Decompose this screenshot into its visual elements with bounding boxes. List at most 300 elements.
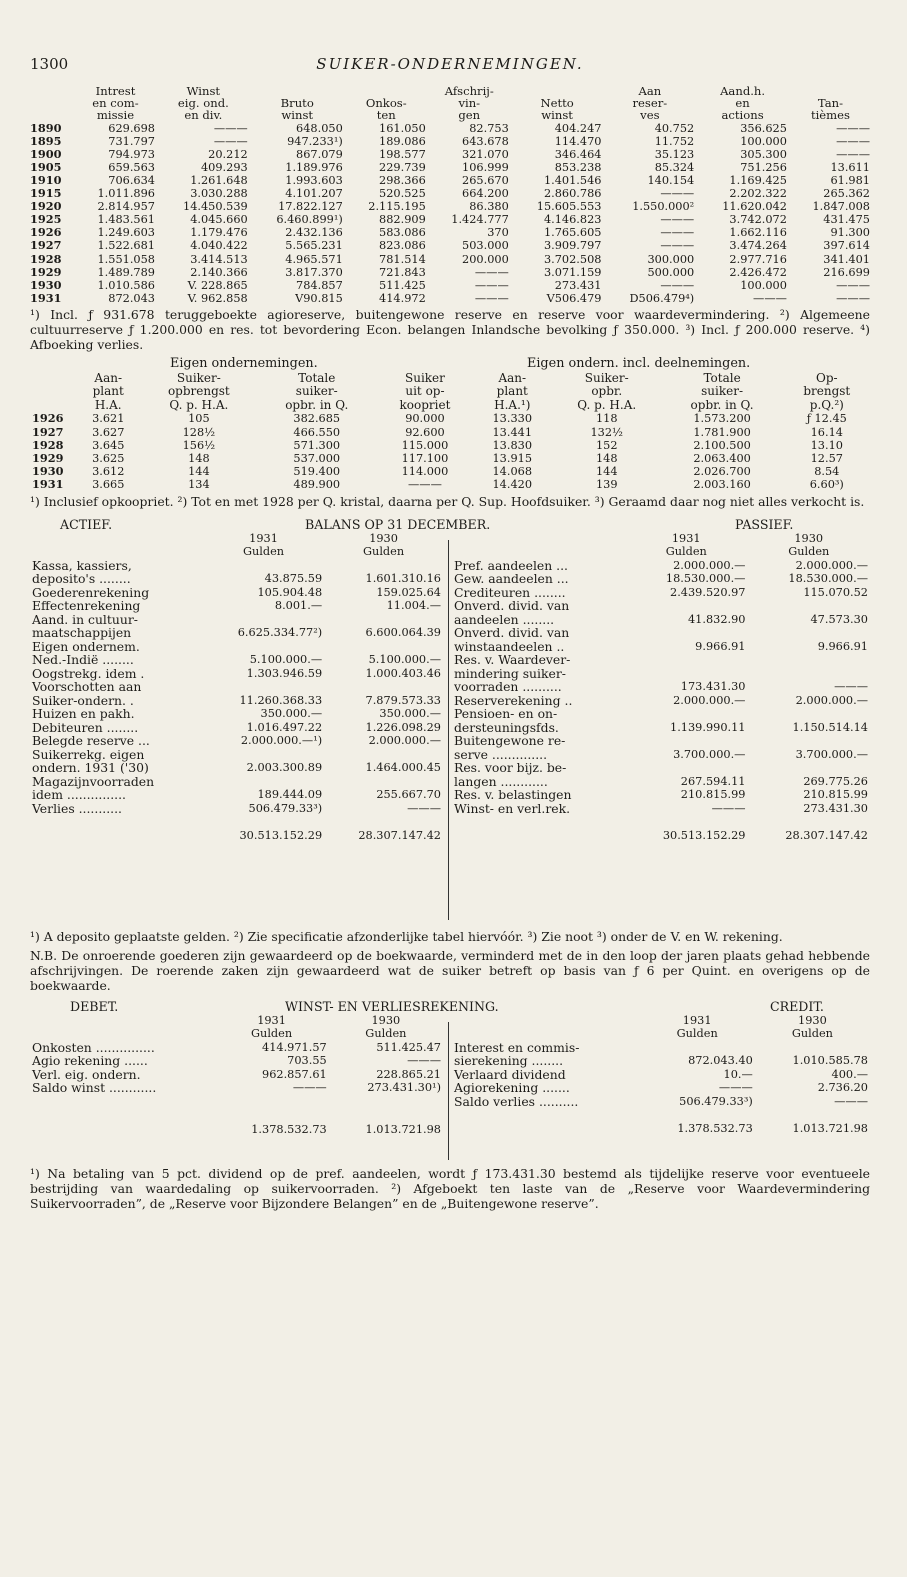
table-cell: 105 bbox=[188, 412, 210, 426]
table-cell: V. 962.858 bbox=[187, 291, 248, 305]
production-footnote: ¹) Inclusief opkoopriet. ²) Tot en met 1928 per Q. kristal, daarna per Q. Sup. Hoofdsuiker. ³) Geraamd daar nog niet alles verkocht is. bbox=[30, 493, 865, 509]
table-cell: 265.670 bbox=[462, 173, 509, 187]
credit-row bbox=[452, 1054, 870, 1068]
year-cell: 1915 bbox=[30, 186, 62, 201]
table-cell: V506.479 bbox=[546, 291, 602, 305]
table-cell: 3.621 bbox=[92, 412, 125, 426]
item-label: Verlaard dividend bbox=[454, 1066, 566, 1082]
amount-1931: 210.815.99 bbox=[680, 788, 746, 802]
table-cell: 571.300 bbox=[293, 438, 341, 452]
table-cell: 61.981 bbox=[830, 173, 870, 187]
amount-1930: ——— bbox=[834, 680, 868, 694]
table-cell: tièmes bbox=[810, 108, 850, 123]
item-label: Goederenrekening bbox=[32, 584, 150, 600]
table-cell: 216.699 bbox=[823, 265, 870, 279]
table-cell: 161.050 bbox=[379, 121, 426, 135]
table-cell: opbr. bbox=[591, 384, 623, 399]
table-cell: 12.57 bbox=[810, 452, 843, 466]
item-label: mindering suiker- bbox=[454, 665, 566, 681]
amount-1930 bbox=[747, 761, 870, 775]
table-cell: Netto bbox=[540, 96, 574, 111]
table-cell: 300.000 bbox=[647, 252, 695, 266]
pl-titles bbox=[30, 999, 870, 1014]
total-debit-1931: 1.378.532.73 bbox=[251, 1122, 327, 1136]
table-cell: 356.625 bbox=[740, 121, 787, 135]
table-cell: 1.765.605 bbox=[543, 226, 602, 240]
amount-1930: 350.000.— bbox=[379, 707, 441, 721]
table-cell: 781.514 bbox=[379, 252, 426, 266]
table-cell: 14.420 bbox=[492, 478, 533, 492]
table-cell: 853.238 bbox=[554, 160, 602, 174]
amount-1930: 9.966.91 bbox=[817, 639, 868, 653]
table-cell: 82.753 bbox=[469, 121, 509, 135]
item-label: Oogstrekg. idem . bbox=[32, 665, 145, 681]
amount-1930: 2.736.20 bbox=[817, 1081, 868, 1095]
table-cell: Totale bbox=[703, 370, 741, 385]
table-cell: 537.000 bbox=[293, 452, 341, 466]
table-cell: 85.324 bbox=[654, 160, 695, 174]
item-label: Eigen ondernem. bbox=[32, 638, 140, 654]
table-cell: 2.100.500 bbox=[693, 438, 751, 452]
table-cell: 721.843 bbox=[379, 265, 426, 279]
table-cell: 643.678 bbox=[462, 134, 509, 148]
table-cell: Aan- bbox=[498, 370, 527, 385]
year-cell: 1905 bbox=[30, 159, 62, 174]
table-row bbox=[30, 148, 872, 161]
table-cell: 1.993.603 bbox=[285, 173, 343, 187]
year-cell: 1926 bbox=[32, 411, 64, 426]
amount-1931: 1.303.946.59 bbox=[246, 666, 323, 680]
table-cell: ——— bbox=[836, 291, 870, 305]
liability-row bbox=[452, 748, 870, 762]
amount-1930 bbox=[324, 680, 443, 694]
table-cell: opbrengst bbox=[167, 384, 230, 399]
item-label: Onverd. divid. van bbox=[454, 598, 570, 614]
amount-1931 bbox=[203, 748, 324, 762]
liability-row bbox=[452, 707, 870, 721]
amount-1931: 2.003.300.89 bbox=[246, 761, 323, 775]
amount-1930 bbox=[747, 599, 870, 613]
table-cell: 152 bbox=[595, 438, 618, 452]
table-cell: ——— bbox=[836, 147, 870, 161]
amount-1931: 414.971.57 bbox=[262, 1040, 327, 1054]
table-cell: 1.551.058 bbox=[97, 252, 155, 266]
results-table bbox=[30, 85, 872, 305]
table-cell: opbr. in Q. bbox=[690, 397, 754, 412]
table-cell: 4.965.571 bbox=[285, 252, 343, 266]
table-header-row bbox=[30, 109, 872, 121]
balance-title: BALANS OP 31 DECEMBER. bbox=[305, 516, 491, 532]
table-cell: ——— bbox=[213, 134, 248, 148]
table-cell bbox=[30, 109, 74, 121]
table-cell: 114.000 bbox=[401, 465, 449, 479]
amount-1930: 3.700.000.— bbox=[795, 747, 868, 761]
table-cell: 409.293 bbox=[200, 160, 248, 174]
asset-row bbox=[30, 788, 443, 802]
item-label: sierekening ........ bbox=[454, 1053, 564, 1069]
credit-row bbox=[452, 1095, 870, 1109]
item-label: deposito's ........ bbox=[32, 571, 131, 587]
item-label: Winst- en verl.rek. bbox=[454, 800, 571, 816]
table-cell: 794.973 bbox=[108, 147, 155, 161]
table-cell: 511.425 bbox=[379, 278, 426, 292]
amount-1930: ——— bbox=[407, 1054, 441, 1068]
debit-table bbox=[30, 1014, 443, 1137]
amount-1931 bbox=[625, 653, 747, 667]
amount-1931 bbox=[203, 613, 324, 627]
table-cell bbox=[30, 385, 76, 399]
amount-1931: 173.431.30 bbox=[680, 680, 746, 694]
amount-1930: 1.226.098.29 bbox=[365, 720, 441, 734]
asset-row bbox=[30, 802, 443, 816]
amount-1931 bbox=[203, 559, 324, 573]
table-cell: V90.815 bbox=[295, 291, 343, 305]
table-row bbox=[30, 478, 872, 491]
amount-1930 bbox=[747, 653, 870, 667]
item-label: Agio rekening ...... bbox=[32, 1053, 148, 1069]
table-cell: 3.071.159 bbox=[543, 265, 602, 279]
table-cell: 823.086 bbox=[379, 239, 426, 253]
table-cell: 503.000 bbox=[462, 239, 509, 253]
year-cell: 1900 bbox=[30, 146, 62, 161]
item-label: Agiorekening ....... bbox=[454, 1080, 570, 1096]
table-cell: 1.169.425 bbox=[729, 173, 787, 187]
liability-row bbox=[452, 775, 870, 789]
year-cell: 1931 bbox=[30, 290, 62, 305]
table-row bbox=[30, 226, 872, 239]
incl-participations-title: Eigen ondern. incl. deelnemingen. bbox=[527, 355, 751, 371]
passief-title: PASSIEF. bbox=[735, 516, 794, 532]
table-cell: 144 bbox=[188, 465, 210, 479]
table-row bbox=[30, 122, 872, 135]
total-credit-1930: 1.013.721.98 bbox=[792, 1122, 868, 1136]
table-cell: 40.752 bbox=[654, 121, 695, 135]
amount-1931: 11.260.368.33 bbox=[239, 693, 323, 707]
amount-1931: 8.001.— bbox=[274, 599, 323, 613]
table-cell: 117.100 bbox=[401, 452, 449, 466]
table-cell: ——— bbox=[836, 278, 870, 292]
item-label: Buitengewone re- bbox=[454, 733, 566, 749]
table-cell: 2.202.322 bbox=[729, 187, 787, 201]
amount-1931: 2.000.000.— bbox=[673, 558, 746, 572]
table-cell: 305.300 bbox=[740, 147, 787, 161]
pl-divider bbox=[448, 1022, 449, 1160]
year-heading: 1931 bbox=[682, 1013, 712, 1027]
item-label: idem ............... bbox=[32, 787, 126, 803]
table-cell: 370 bbox=[487, 226, 509, 240]
table-cell: 2.003.160 bbox=[693, 478, 751, 492]
table-cell: 1.249.603 bbox=[97, 226, 155, 240]
table-cell: Bruto bbox=[280, 96, 314, 111]
table-cell: ——— bbox=[474, 291, 509, 305]
table-cell: 659.563 bbox=[108, 160, 155, 174]
table-cell: 867.079 bbox=[296, 147, 343, 161]
amount-1930 bbox=[747, 707, 870, 721]
table-row bbox=[30, 135, 872, 148]
item-label: Suiker-ondern. . bbox=[32, 692, 134, 708]
table-cell: Suiker- bbox=[176, 370, 221, 385]
table-cell: H.A. bbox=[94, 397, 122, 412]
table-cell: 751.256 bbox=[740, 160, 787, 174]
asset-row bbox=[30, 680, 443, 694]
table-cell: 13.830 bbox=[492, 438, 533, 452]
amount-1931: 9.966.91 bbox=[695, 639, 746, 653]
item-label: Effectenrekening bbox=[32, 598, 141, 614]
amount-1931 bbox=[203, 775, 324, 789]
table-cell: plant bbox=[496, 384, 528, 399]
amount-1930 bbox=[324, 640, 443, 654]
table-cell: 1.573.200 bbox=[693, 412, 751, 426]
table-cell: 140.154 bbox=[647, 173, 695, 187]
currency-heading: Gulden bbox=[791, 1027, 833, 1041]
table-cell: 2.063.400 bbox=[693, 452, 751, 466]
liability-row bbox=[452, 599, 870, 613]
year-cell: 1928 bbox=[32, 437, 64, 452]
liability-row bbox=[452, 653, 870, 667]
liability-row bbox=[452, 721, 870, 735]
liability-row bbox=[452, 694, 870, 708]
amount-1930 bbox=[324, 748, 443, 762]
amount-1930: ——— bbox=[407, 801, 441, 815]
table-cell: 115.000 bbox=[401, 438, 449, 452]
table-cell: 16.14 bbox=[810, 425, 843, 439]
amount-1931: 350.000.— bbox=[260, 707, 323, 721]
item-label: Saldo verlies .......... bbox=[454, 1093, 579, 1109]
table-cell: Intrest bbox=[95, 84, 136, 98]
pl-footnote: ¹) Na betaling van 5 pct. dividend op de pref. aandeelen, wordt ƒ 173.431.30 bestemd als tijdelijke reserve voor eventueele bestrijding van waardedaling op suikervoorraden. ²) Afgeboekt ten laste van de „Reserve voor Waardevermindering Suikervoorraden”, de „Reserve voor Bijzondere Belangen” en de „Buitengewone reserve”. bbox=[30, 1165, 870, 1211]
amount-1930: 2.000.000.— bbox=[795, 693, 868, 707]
table-cell: 3.742.072 bbox=[729, 213, 787, 227]
table-cell: p.Q.²) bbox=[809, 397, 844, 412]
table-cell: suiker- bbox=[701, 384, 744, 399]
table-cell: 382.685 bbox=[293, 412, 341, 426]
asset-row bbox=[30, 613, 443, 627]
table-header-row bbox=[30, 372, 872, 386]
table-cell: 139 bbox=[595, 478, 618, 492]
table-cell: 128½ bbox=[182, 425, 216, 439]
table-cell bbox=[30, 399, 76, 413]
table-cell: 3.625 bbox=[92, 452, 125, 466]
table-cell: 15.605.553 bbox=[536, 200, 602, 214]
amount-1930: 1.464.000.45 bbox=[365, 761, 441, 775]
table-cell: 1.483.561 bbox=[97, 213, 155, 227]
table-row bbox=[30, 439, 872, 452]
table-cell: 13.915 bbox=[492, 452, 533, 466]
table-cell: en com- bbox=[92, 96, 139, 111]
table-cell: 629.698 bbox=[108, 121, 155, 135]
table-cell: 2.977.716 bbox=[729, 252, 787, 266]
table-cell: D506.479⁴) bbox=[629, 291, 695, 305]
amount-1931 bbox=[625, 599, 747, 613]
table-cell: 17.822.127 bbox=[278, 200, 343, 214]
amount-1930: 228.865.21 bbox=[376, 1067, 441, 1081]
table-cell: Suiker bbox=[405, 370, 445, 385]
year-cell: 1890 bbox=[30, 120, 62, 135]
table-cell: 3.612 bbox=[92, 465, 125, 479]
liability-row bbox=[452, 572, 870, 586]
item-label: Gew. aandeelen ... bbox=[454, 571, 569, 587]
table-cell: 3.627 bbox=[92, 425, 125, 439]
item-label: Voorschotten aan bbox=[32, 679, 142, 695]
table-row bbox=[30, 426, 872, 439]
amount-1931: 267.594.11 bbox=[680, 774, 746, 788]
amount-1930: 2.000.000.— bbox=[368, 734, 441, 748]
credit-title: CREDIT. bbox=[770, 998, 824, 1014]
table-cell: 100.000 bbox=[740, 134, 787, 148]
amount-1931: 3.700.000.— bbox=[673, 747, 746, 761]
credit-table bbox=[452, 1014, 870, 1136]
table-cell: 1.781.900 bbox=[693, 425, 751, 439]
table-cell: 5.565.231 bbox=[285, 239, 343, 253]
amount-1931 bbox=[640, 1041, 755, 1055]
balance-divider bbox=[448, 540, 449, 920]
asset-row bbox=[30, 599, 443, 613]
amount-1931: 1.016.497.22 bbox=[246, 720, 323, 734]
table-cell: 2.026.700 bbox=[693, 465, 751, 479]
liability-row bbox=[452, 667, 870, 681]
item-label: serve .............. bbox=[454, 746, 548, 762]
amount-1930: 255.667.70 bbox=[376, 788, 441, 802]
liability-row bbox=[452, 761, 870, 775]
table-cell: 118 bbox=[595, 412, 618, 426]
table-cell: 200.000 bbox=[462, 252, 509, 266]
table-cell: 519.400 bbox=[293, 465, 341, 479]
item-label: aandeelen ........ bbox=[454, 611, 555, 627]
table-cell: Afschrij- bbox=[444, 84, 494, 98]
table-header-row bbox=[30, 399, 872, 413]
item-label: Onkosten ............... bbox=[32, 1039, 155, 1055]
year-heading: 1930 bbox=[798, 1013, 827, 1027]
table-row bbox=[30, 279, 872, 292]
amount-1931 bbox=[625, 626, 747, 640]
table-cell: 2.814.957 bbox=[97, 200, 155, 214]
table-cell: 947.233¹) bbox=[287, 134, 343, 148]
amount-1931 bbox=[625, 761, 747, 775]
table-cell: ten bbox=[376, 108, 396, 123]
item-label: Ned.-Indië ........ bbox=[32, 652, 134, 668]
table-row bbox=[30, 253, 872, 266]
table-cell: Aan- bbox=[94, 370, 123, 385]
table-cell: plant bbox=[92, 384, 124, 399]
table-cell: 4.101.207 bbox=[285, 187, 343, 201]
asset-row bbox=[30, 734, 443, 748]
table-cell: vin- bbox=[458, 96, 481, 111]
year-heading: 1930 bbox=[369, 531, 398, 545]
table-cell: 265.362 bbox=[823, 187, 870, 201]
table-cell bbox=[30, 85, 74, 97]
table-cell bbox=[30, 372, 76, 386]
amount-1930 bbox=[747, 667, 870, 681]
total-debit-1930: 1.013.721.98 bbox=[365, 1122, 441, 1136]
table-cell: actions bbox=[721, 108, 764, 123]
table-cell: 397.614 bbox=[823, 239, 870, 253]
pl-title: WINST- EN VERLIESREKENING. bbox=[285, 998, 499, 1014]
table-cell: 6.60³) bbox=[809, 478, 844, 492]
table-cell: 4.146.823 bbox=[543, 213, 602, 227]
year-heading: 1930 bbox=[794, 531, 824, 545]
table-cell: 13.441 bbox=[492, 425, 533, 439]
debit-row bbox=[30, 1081, 443, 1095]
amount-1931: ——— bbox=[711, 801, 746, 815]
table-row bbox=[30, 213, 872, 226]
table-cell: ——— bbox=[753, 291, 787, 305]
amount-1931: 18.530.000.— bbox=[665, 572, 746, 586]
nb-note: N.B. De onroerende goederen zijn gewaardeerd op de boekwaarde, verminderd met de in den loop der jaren plaats gehad hebbende afschrijvingen. De roerende zaken zijn gewaardeerd wat de suiker betreft op basis van ƒ 6 per Quint. en overigens op de boekwaarde. bbox=[30, 947, 870, 993]
amount-1930: 273.431.30¹) bbox=[367, 1081, 441, 1095]
table-cell: brengst bbox=[803, 384, 851, 399]
table-cell: 13.330 bbox=[492, 412, 533, 426]
item-label: voorraden .......... bbox=[454, 679, 562, 695]
page bbox=[30, 55, 870, 1215]
table-cell: 100.000 bbox=[740, 278, 787, 292]
table-cell: 3.909.797 bbox=[543, 239, 602, 253]
table-cell: 14.450.539 bbox=[183, 200, 248, 214]
table-cell: eig. ond. bbox=[177, 96, 229, 111]
currency-heading: Gulden bbox=[788, 545, 830, 559]
table-cell: gen bbox=[458, 108, 481, 123]
item-label: Interest en commis- bbox=[454, 1039, 580, 1055]
item-label: maatschappijen bbox=[32, 625, 132, 641]
item-label: Debiteuren ........ bbox=[32, 719, 139, 735]
amount-1931: 41.832.90 bbox=[687, 612, 746, 626]
results-footnote: ¹) Incl. ƒ 931.678 teruggeboekte agioreserve, buitengewone reserve en reserve voor waardevermindering. ²) Algemeene cultuurreserve ƒ 1.200.000 en res. tot bevordering Econ. belangen Inlandsche bevolking ƒ 350.000. ³) Incl. ƒ 200.000 reserve. ⁴) Afboeking verlies. bbox=[30, 306, 870, 352]
year-cell: 1931 bbox=[32, 477, 64, 492]
table-cell: 1.179.476 bbox=[190, 226, 248, 240]
table-cell: 1.401.546 bbox=[543, 173, 602, 187]
table-cell: ——— bbox=[213, 121, 248, 135]
year-cell: 1930 bbox=[30, 277, 62, 292]
table-cell: winst bbox=[281, 108, 314, 123]
item-label: Belegde reserve ... bbox=[32, 733, 150, 749]
total-liabilities-1930: 28.307.147.42 bbox=[785, 829, 868, 843]
item-label: Pref. aandeelen ... bbox=[454, 557, 568, 573]
currency-heading: Gulden bbox=[251, 1027, 293, 1041]
table-cell: 20.212 bbox=[208, 147, 248, 161]
table-cell: 4.040.422 bbox=[190, 239, 248, 253]
table-cell: 664.200 bbox=[462, 187, 509, 201]
table-cell: Totale bbox=[298, 370, 336, 385]
asset-row bbox=[30, 775, 443, 789]
liability-row bbox=[452, 586, 870, 600]
item-label: Pensioen- en on- bbox=[454, 706, 558, 722]
table-cell: 346.464 bbox=[554, 147, 602, 161]
table-cell: 86.380 bbox=[469, 200, 509, 214]
own-estates-title: Eigen ondernemingen. bbox=[170, 355, 318, 371]
table-cell: ——— bbox=[660, 226, 695, 240]
table-cell: 872.043 bbox=[108, 291, 155, 305]
item-label: Verl. eig. ondern. bbox=[32, 1066, 141, 1082]
amount-1930: 18.530.000.— bbox=[788, 572, 868, 586]
table-cell: 3.702.508 bbox=[543, 252, 602, 266]
table-cell: 1.011.896 bbox=[97, 187, 155, 201]
table-cell: Tan- bbox=[817, 96, 844, 111]
running-title: SUIKER-ONDERNEMINGEN. bbox=[316, 55, 584, 73]
debit-row bbox=[30, 1068, 443, 1082]
credit-row bbox=[452, 1081, 870, 1095]
table-cell: 706.634 bbox=[108, 173, 155, 187]
table-cell: 1.189.976 bbox=[285, 160, 343, 174]
table-cell: koopriet bbox=[399, 397, 451, 412]
currency-heading: Gulden bbox=[365, 1027, 407, 1041]
item-label: ondern. 1931 ('30) bbox=[32, 760, 149, 776]
credit-row bbox=[452, 1041, 870, 1055]
currency-heading: Gulden bbox=[242, 545, 285, 559]
amount-1930: ——— bbox=[834, 1094, 868, 1108]
year-heading: 1931 bbox=[671, 531, 701, 545]
amount-1930: 115.070.52 bbox=[803, 585, 868, 599]
amount-1931: 5.100.000.— bbox=[249, 653, 323, 667]
total-liabilities-1931: 30.513.152.29 bbox=[662, 829, 746, 843]
